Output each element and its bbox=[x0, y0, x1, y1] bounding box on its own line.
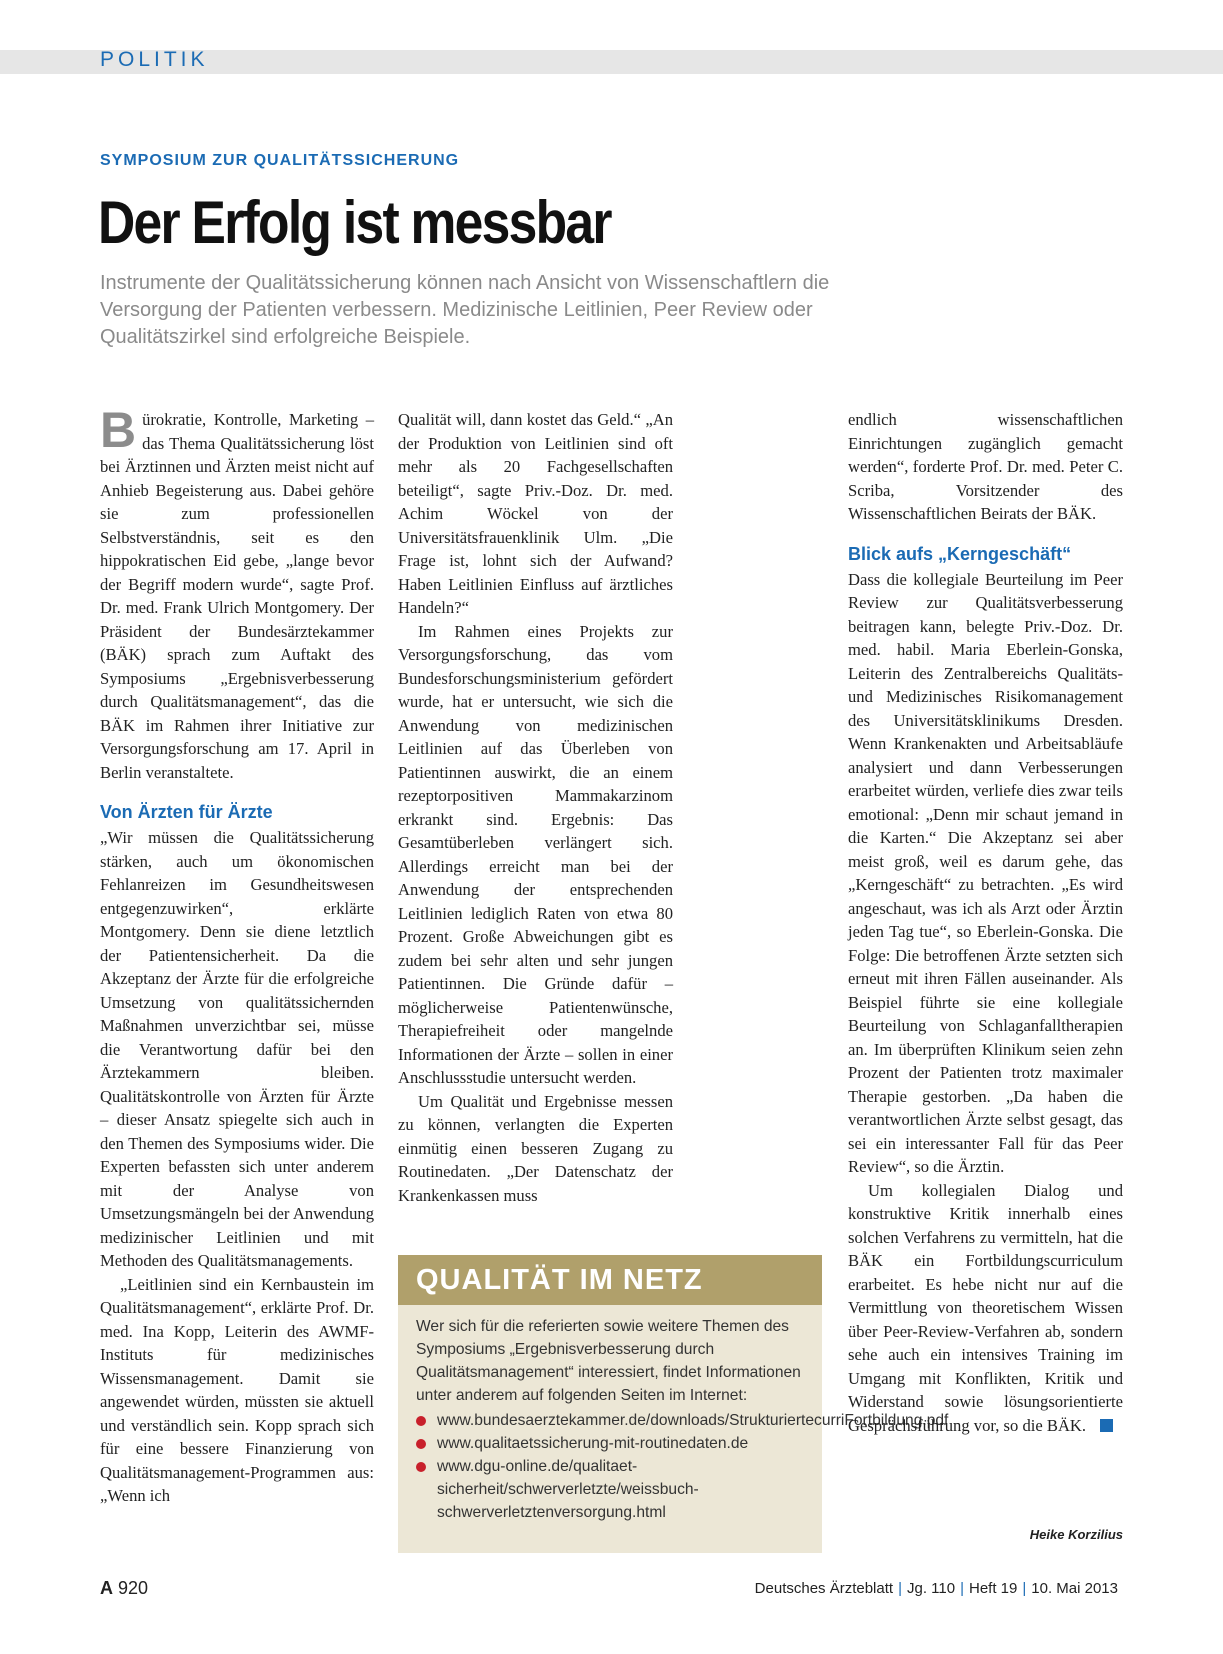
headline: Der Erfolg ist messbar bbox=[98, 189, 611, 256]
paragraph-4: Qualität will, dann kostet das Geld.“ „An der Produktion von Leitlinien sind oft mehr als 20 Fachgesellschaften beteiligt“, sagte Priv.-Doz. Dr. med. Achim Wöckel von der Universitätsfrauenklinik Ulm. „Die Frage ist, lohnt sich der Aufwand? Haben Leitlinien Einfluss auf ärztliches Handeln?“ bbox=[398, 410, 673, 617]
info-box-intro: Wer sich für die referierten sowie weitere Themen des Symposiums „Ergebnisverbesserung durch Qualitätsmanagement“ interessiert, findet Informationen unter anderem auf folgenden Seiten im Internet: bbox=[416, 1318, 801, 1404]
bullet-icon bbox=[416, 1462, 426, 1472]
end-mark-icon bbox=[1100, 1419, 1113, 1432]
date: 10. Mai 2013 bbox=[1031, 1580, 1118, 1597]
link-item[interactable]: www.qualitaetssicherung-mit-routinedaten.de bbox=[416, 1432, 804, 1455]
bullet-icon bbox=[416, 1416, 426, 1426]
lead-paragraph: Instrumente der Qualitätssicherung können nach Ansicht von Wissenschaftlern die Versorgung der Patienten verbessern. Medizinische Leitlinien, Peer Review oder Qualitätszirkel sind erfolgreiche Beispiele. bbox=[100, 272, 830, 348]
paragraph-3: „Leitlinien sind ein Kernbaustein im Qualitätsmanagement“, erklärte Prof. Dr. med. Ina Kopp, Leiterin des AWMF-Instituts für medizinisches Wissensmanagement. Damit sie angewendet würden, müssten sie aktuell und verständlich sein. Kopp sprach sich für eine bessere Finanzierung von Qualitätsmanagement-Programmen aus: „Wenn ich bbox=[100, 1274, 374, 1505]
link-list bbox=[416, 1409, 949, 1524]
paragraph-1: Bürokratie, Kontrolle, Marketing – das Thema Qualitätssicherung löst bei Ärztinnen und Ärzten meist nicht auf Anhieb Begeisterung aus. Dabei gehöre sie zum professionellen Selbstverständnis, seit es den hippokratischen Eid gebe, „lange bevor der Begriff modern wurde“, sagte Prof. Dr. med. Frank Ulrich Montgomery. Der Präsident der Bundesärztekammer (BÄK) sprach zum Auftakt des Symposiums „Ergebnisverbesserung durch Qualitätsmanagement“, das die BÄK im Rahmen ihrer Initiative zur Versorgungsforschung am 17. April in Berlin veranstaltete. bbox=[100, 402, 374, 782]
link-item[interactable]: www.bundesaerztekammer.de/downloads/StrukturiertecurriFortbildung.pdf bbox=[416, 1409, 804, 1432]
paragraph-5: Im Rahmen eines Projekts zur Versorgungsforschung, das vom Bundesforschungsministerium gefördert wurde, hat er untersucht, wie sich die Anwendung von medizinischen Leitlinien auf das Überleben von Patientinnen auswirkt, die an einem rezeptorpositiven Mammakarzinom erkrankt sind. Ergebnis: Das Gesamtüberleben verlängert sich. Allerdings erreicht man bei der Anwendung der entsprechenden Leitlinien lediglich Raten von etwa 80 Prozent. Große Abweichungen gibt es zudem bei sehr alten und sehr jungen Patientinnen. Die Gründe dafür – möglicherweise Patientenwünsche, Therapiefreiheit oder mangelnde Informationen der Ärzte – sollen in einer Anschlussstudie untersucht werden. bbox=[398, 621, 673, 1087]
section-label: POLITIK bbox=[100, 48, 209, 71]
paragraph-7: endlich wissenschaftlichen Einrichtungen zugänglich gemacht werden“, forderte Prof. Dr. med. Peter C. Scriba, Vorsitzender des Wissenschaftlichen Beirats der BÄK. bbox=[848, 410, 1123, 523]
info-box-body bbox=[398, 1305, 949, 1524]
info-box bbox=[398, 1255, 949, 1553]
column-1 bbox=[100, 402, 374, 1508]
column-3 bbox=[848, 408, 1123, 1437]
subhead-kerngeschaeft: Blick aufs „Kerngeschäft“ bbox=[848, 543, 1072, 564]
journal-footer: Deutsches Ärzteblatt | Jg. 110 | Heft 19 | 10. Mai 2013 bbox=[754, 1580, 1118, 1597]
page-number: A 920 bbox=[100, 1578, 149, 1598]
kicker: SYMPOSIUM ZUR QUALITÄTSSICHERUNG bbox=[100, 152, 460, 169]
paragraph-2: „Wir müssen die Qualitätssicherung stärken, auch um ökonomischen Fehlanreizen im Gesundheitswesen entgegenzuwirken“, erklärte Montgomery. Denn sie diene letztlich der Patientensicherheit. Da die Akzeptanz der Ärzte für die erfolgreiche Umsetzung von qualitätssichernden Maßnahmen unverzichtbar sei, müsse die Verantwortung dafür bei den Ärztekammern bleiben. Qualitätskontrolle von Ärzten für Ärzte – dieser Ansatz spiegelte sich auch in den Themen des Symposiums wider. Die Experten befassten sich unter anderem mit der Analyse von Umsetzungsmängeln bei der Anwendung medizinischer Leitlinien und mit Methoden des Qualitätsmanagements. bbox=[100, 828, 374, 1270]
volume: Jg. 110 bbox=[906, 1580, 956, 1597]
paragraph-8: Dass die kollegiale Beurteilung im Peer Review zur Qualitätsverbesserung beitragen kann, belegte Priv.-Doz. Dr. med. habil. Maria Eberlein-Gonska, Leiterin des Zentralbereichs Qualitäts- und Medizinisches Risikomanagement des Universitätsklinikums Dresden. Wenn Krankenakten und Arbeitsabläufe analysiert und dann Verbesserungen erarbeitet würden, verliefe dies zwar teils emotional: „Denn mir schaut jemand in die Karten.“ Die Akzeptanz sei aber meist groß, weil es darum gehe, das „Kerngeschäft“ zu betrachten. „Es wird angeschaut, was ich als Arzt oder Ärztin jeden Tag tue“, so Eberlein-Gonska. Die Folge: Die betroffenen Ärzte setzten sich erneut mit ihren Fällen auseinander. Als Beispiel führte sie eine kollegiale Beurteilung von Schlaganfalltherapien an. Im überprüften Klinikum seien zehn Prozent der Patienten trotz maximaler Therapie gestorben. „Da haben die verantwortlichen Ärzte selbst gesagt, das sei ein interessanter Fall für das Peer Review“, so die Ärztin. bbox=[848, 569, 1123, 1176]
journal-name: Deutsches Ärzteblatt bbox=[754, 1580, 894, 1597]
column-2 bbox=[398, 408, 673, 1207]
issue: Heft 19 bbox=[968, 1580, 1018, 1597]
dropcap: B bbox=[100, 402, 137, 458]
subhead-von-aerzten: Von Ärzten für Ärzte bbox=[100, 802, 273, 822]
link-item[interactable]: www.dgu-online.de/qualitaet-sicherheit/schwerverletzte/weissbuch-schwerverletztenversorgung.html bbox=[416, 1455, 804, 1524]
info-box-title: QUALITÄT IM NETZ bbox=[398, 1255, 822, 1305]
author: Heike Korzilius bbox=[1029, 1527, 1123, 1542]
bullet-icon bbox=[416, 1439, 426, 1449]
paragraph-6: Um Qualität und Ergebnisse messen zu können, verlangten die Experten einmütig einen besseren Zugang zu Routinedaten. „Der Datenschatz der Krankenkassen muss bbox=[398, 1091, 673, 1205]
paragraph-9: Um kollegialen Dialog und konstruktive Kritik innerhalb eines solchen Verfahrens zu vermitteln, hat die BÄK ein Fortbildungscurriculum erarbeitet. Es hebe nicht nur auf die Vermittlung von theoretischem Wissen über Peer-Review-Verfahren ab, sondern sehe auch ein intensives Training im Umgang mit Konflikten, Kritik und Widerstand sowie lösungsorientierte Gesprächsführung vor, so die BÄK. bbox=[848, 1180, 1123, 1435]
